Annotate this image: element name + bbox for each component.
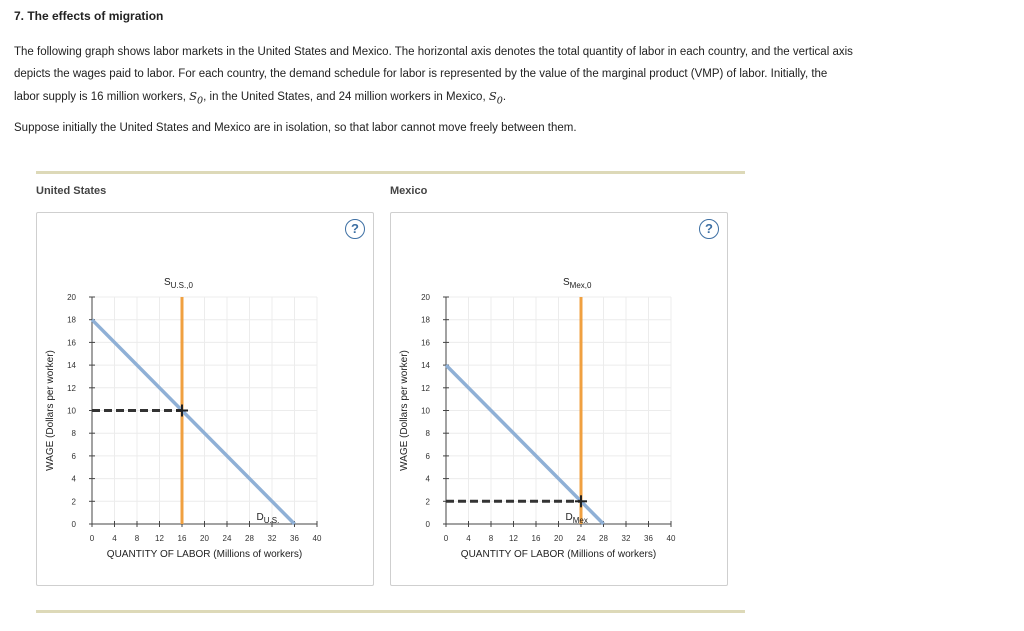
y-tick-label: 6 [425,451,430,461]
x-tick-label: 16 [177,534,187,543]
x-tick-label: 0 [443,534,449,543]
y-tick-label: 10 [67,406,76,416]
mexico-chart-panel [390,212,728,586]
x-tick-label: 8 [134,534,140,543]
x-tick-label: 20 [200,534,209,543]
supply-label: $S_{Mex,0}$ [563,277,592,290]
x-tick-label: 24 [576,534,586,543]
intro-text-mid: , in the United States, and 24 million workers in Mexico, [203,91,489,103]
x-tick-label: 32 [621,534,631,543]
y-tick-label: 18 [421,315,430,325]
mexico-labor-chart [391,213,727,585]
us-chart-label: United States [36,185,107,197]
x-tick-label: 16 [531,534,541,543]
y-tick-label: 0 [71,520,76,529]
y-tick-label: 0 [425,520,430,529]
y-tick-label: 18 [67,315,76,325]
y-tick-label: 20 [421,293,430,302]
y-tick-label: 14 [421,361,430,371]
y-tick-label: 4 [71,474,76,484]
y-tick-label: 14 [67,361,76,371]
us-labor-chart [37,213,373,585]
scenario-paragraph: Suppose initially the United States and Mexico are in isolation, so that labor cannot move freely between them. [14,122,577,134]
x-tick-label: 40 [666,534,676,543]
help-icon[interactable]: ? [345,219,365,239]
demand-label: $D_{U.S.}$ [256,512,280,525]
y-tick-label: 4 [425,474,430,484]
y-tick-label: 12 [421,383,430,393]
supply-label: $S_{U.S.,0}$ [164,277,193,290]
y-tick-label: 20 [67,293,76,302]
y-tick-label: 16 [67,338,76,348]
supply-symbol-mex: $S_0$ [488,89,503,107]
y-tick-label: 16 [421,338,430,348]
y-tick-label: 6 [71,451,76,461]
intro-text: The following graph shows labor markets in the United States and Mexico. The horizontal axis denotes the total quantity of labor in each country, and the vertical axis depicts the wages paid to labor. For each country, the demand schedule for labor is represented by the value of the marginal product (VMP) of labor. Initially, the labor supply is 16 million workers, [14,46,853,103]
us-chart-panel [36,212,374,586]
y-axis-title: WAGE (Dollars per worker) [399,350,410,471]
x-tick-label: 20 [554,534,563,543]
y-tick-label: 10 [421,406,430,416]
supply-symbol-us: $S_0$ [189,89,204,107]
help-icon[interactable]: ? [699,219,719,239]
x-tick-label: 4 [466,534,471,543]
x-tick-label: 28 [599,534,608,543]
x-tick-label: 36 [290,534,299,543]
question-title: 7. The effects of migration [14,9,164,23]
x-tick-label: 32 [267,534,277,543]
x-tick-label: 12 [155,534,164,543]
y-tick-label: 2 [425,497,430,507]
x-tick-label: 4 [112,534,117,543]
divider-bottom [36,610,745,613]
x-tick-label: 28 [245,534,254,543]
y-axis-title: WAGE (Dollars per worker) [45,350,56,471]
x-tick-label: 24 [222,534,232,543]
x-tick-label: 0 [89,534,95,543]
demand-label: $D_{Mex}$ [565,512,588,525]
intro-paragraph: The following graph shows labor markets in the United States and Mexico. The horizontal axis denotes the total quantity of labor in each country, and the vertical axis depicts the wages paid to labor. For each country, the demand schedule for labor is represented by the value of the marginal product (VMP) of labor. Initially, the labor supply is 16 million workers, $S_0$, in the United States, and 24 million workers in Mexico, $S_0$. [14,46,853,107]
x-axis-title: QUANTITY OF LABOR (Millions of workers) [460,549,657,560]
x-tick-label: 8 [488,534,494,543]
x-tick-label: 40 [312,534,322,543]
y-tick-label: 8 [71,429,76,439]
y-tick-label: 2 [71,497,76,507]
mexico-chart-label: Mexico [390,185,428,197]
x-tick-label: 12 [509,534,518,543]
y-tick-label: 8 [425,429,430,439]
divider-top [36,171,745,174]
demand-line [92,320,295,524]
x-tick-label: 36 [644,534,653,543]
y-tick-label: 12 [67,383,76,393]
x-axis-title: QUANTITY OF LABOR (Millions of workers) [106,549,303,560]
